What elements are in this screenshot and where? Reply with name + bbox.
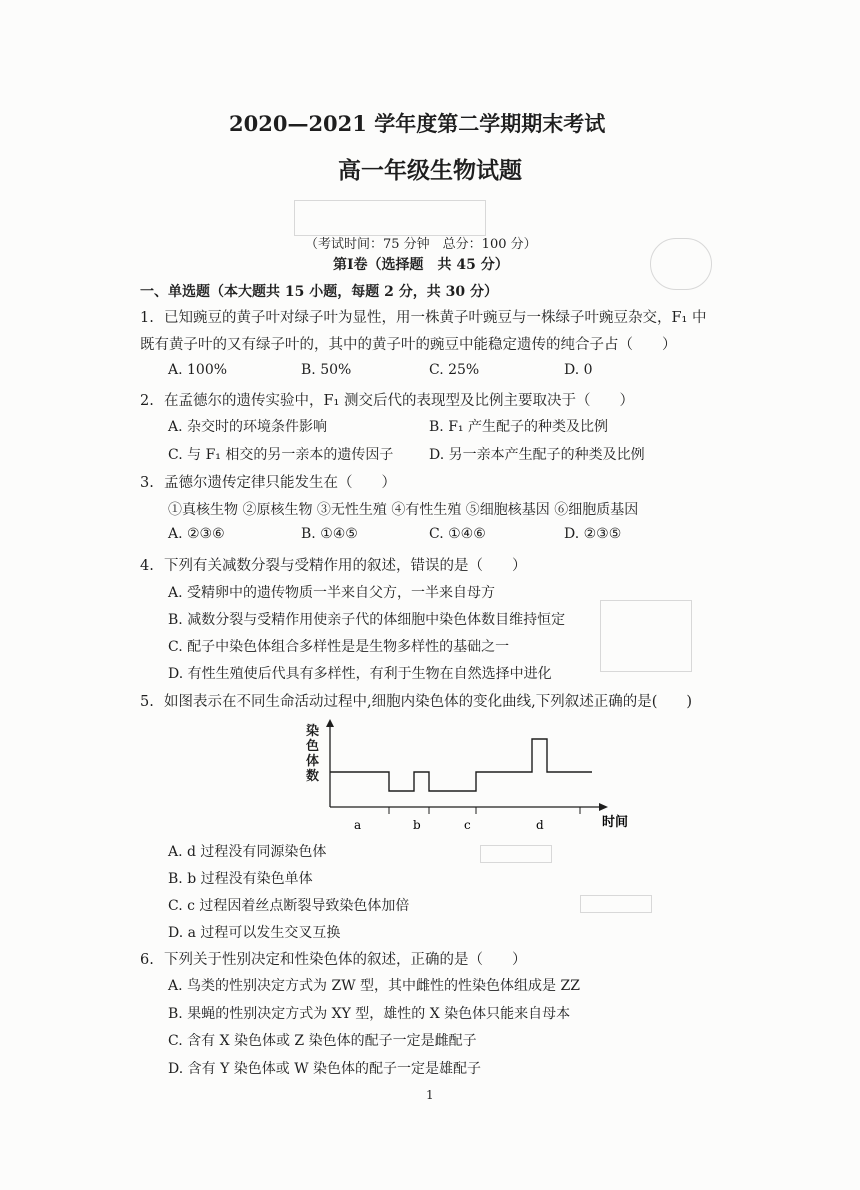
option-c: C. 25% [429,362,480,378]
question-5-stem: 5. 如图表示在不同生命活动过程中,细胞内染色体的变化曲线,下列叙述正确的是( ) [140,694,693,710]
part-title: 第Ⅰ卷（选择题 共 45 分） [333,257,509,273]
exam-title: 2020—2021 学年度第二学期期末考试 [229,111,606,136]
question-number: 4. [140,558,154,574]
option-b: B. 果蝇的性别决定方式为 XY 型，雄性的 X 染色体只能来自母本 [168,1006,571,1022]
x-axis-arrow [599,803,608,811]
option-c: C. 含有 X 染色体或 Z 染色体的配子一定是雌配子 [168,1033,477,1049]
x-axis-label: 时间 [602,815,629,830]
option-a: A. 杂交时的环境条件影响 [168,419,328,435]
option-a: A. ②③⑥ [168,526,225,542]
y-label-char: 染 [306,724,320,739]
y-axis-label [306,723,319,784]
question-1-stem: 1. 已知豌豆的黄子叶对绿子叶为显性，用一株黄子叶豌豆与一株绿子叶豌豆杂交，F₁ 中 [140,310,707,326]
question-number: 3. [140,475,154,491]
option-d: D. ②③⑤ [564,526,622,542]
option-d: D. 另一亲本产生配子的种类及比例 [429,447,645,463]
question-3-stem: 3. 孟德尔遗传定律只能发生在（ ） [140,475,396,491]
section-title: 一、单选题（本大题共 15 小题，每题 2 分，共 30 分） [140,284,498,300]
segment-label: b [413,818,421,832]
y-label-char: 数 [306,769,320,784]
option-c: C. 配子中染色体组合多样性是是生物多样性的基础之一 [168,639,510,655]
segment-label: c [464,818,471,832]
option-b: B. ①④⑤ [301,526,358,542]
page-number: 1 [426,1088,434,1102]
option-c: C. ①④⑥ [429,526,486,542]
question-number: 5. [140,694,154,710]
y-label-char: 色 [306,739,320,754]
chromosome-diagram [296,715,636,835]
question-3-statements: ①真核生物 ②原核生物 ③无性生殖 ④有性生殖 ⑤细胞核基因 ⑥细胞质基因 [168,502,639,518]
option-c: C. 与 F₁ 相交的另一亲本的遗传因子 [168,447,394,463]
option-c: C. c 过程因着丝点断裂导致染色体加倍 [168,898,410,914]
option-d: D. 含有 Y 染色体或 W 染色体的配子一定是雄配子 [168,1061,482,1077]
ghost-box [480,845,552,863]
option-d: D. 有性生殖使后代具有多样性，有利于生物在自然选择中进化 [168,666,552,682]
question-4-stem: 4. 下列有关减数分裂与受精作用的叙述，错误的是（ ） [140,558,527,574]
option-a: A. d 过程没有同源染色体 [168,844,327,860]
exam-subtitle: 高一年级生物试题 [338,157,522,184]
question-1-stem-cont: 既有黄子叶的又有绿子叶的，其中的黄子叶的豌豆中能稳定遗传的纯合子占（ ） [140,337,677,353]
ghost-box [294,200,486,236]
exam-info: （考试时间：75 分钟 总分：100 分） [305,237,537,252]
y-axis-arrow [326,719,334,727]
option-a: A. 受精卵中的遗传物质一半来自父方，一半来自母方 [168,585,496,601]
option-a: A. 鸟类的性别决定方式为 ZW 型，其中雌性的性染色体组成是 ZZ [168,978,580,994]
chromosome-curve [330,739,592,791]
option-a: A. 100% [168,362,228,378]
y-label-char: 体 [306,754,320,769]
segment-label: a [354,818,362,832]
question-number: 2. [140,393,154,409]
question-2-stem: 2. 在孟德尔的遗传实验中，F₁ 测交后代的表现型及比例主要取决于（ ） [140,393,634,409]
question-6-stem: 6. 下列关于性别决定和性染色体的叙述，正确的是（ ） [140,952,527,968]
option-d: D. a 过程可以发生交叉互换 [168,925,341,941]
question-number: 6. [140,952,154,968]
segment-label: d [536,818,544,832]
option-d: D. 0 [564,362,593,378]
ghost-box [600,600,692,672]
ghost-box [650,238,712,290]
option-b: B. F₁ 产生配子的种类及比例 [429,419,608,435]
option-b: B. b 过程没有染色单体 [168,871,313,887]
option-b: B. 减数分裂与受精作用使亲子代的体细胞中染色体数目维持恒定 [168,612,566,628]
question-number: 1. [140,310,154,326]
option-b: B. 50% [301,362,352,378]
ghost-box [580,895,652,913]
